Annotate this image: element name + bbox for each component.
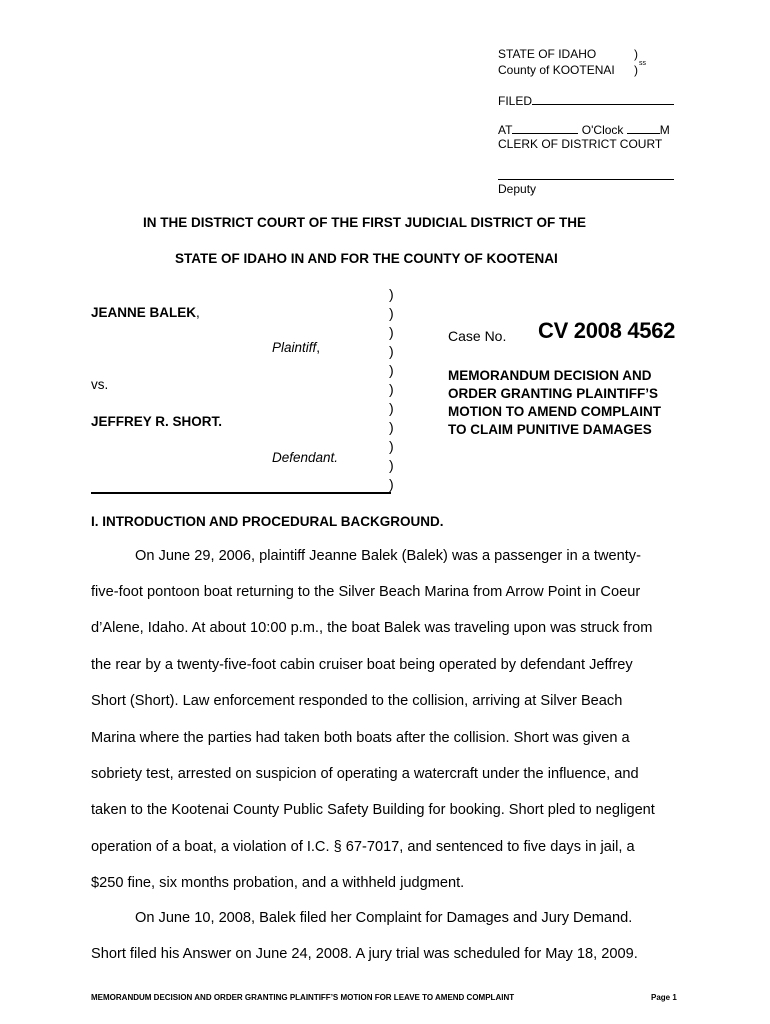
caption-paren: )	[389, 400, 394, 416]
stamp-deputy-line	[498, 179, 674, 180]
body-line: Marina where the parties had taken both boats after the collision. Short was given a	[91, 730, 630, 746]
body-line: d’Alene, Idaho. At about 10:00 p.m., the boat Balek was traveling upon was struck from	[91, 620, 653, 636]
caption-paren: )	[389, 324, 394, 340]
caption-paren: )	[389, 381, 394, 397]
body-line: the rear by a twenty-five-foot cabin cruiser boat being operated by defendant Jeffrey	[91, 657, 633, 673]
caption-paren: )	[389, 476, 394, 492]
body-line: On June 10, 2008, Balek filed her Complaint for Damages and Jury Demand.	[135, 910, 633, 926]
document-title-line: ORDER GRANTING PLAINTIFF’S	[448, 386, 658, 401]
plaintiff-comma: ,	[196, 305, 200, 320]
caption-paren: )	[389, 286, 394, 302]
stamp-county: County of KOOTENAI	[498, 63, 615, 77]
caption-paren: )	[389, 438, 394, 454]
caption-paren: )	[389, 362, 394, 378]
document-title-line: TO CLAIM PUNITIVE DAMAGES	[448, 422, 652, 437]
caption-paren: )	[389, 305, 394, 321]
stamp-m-blank	[627, 122, 660, 134]
stamp-at	[498, 122, 670, 137]
body-line: operation of a boat, a violation of I.C. § 67-7017, and sentenced to five days in jail, a	[91, 839, 635, 855]
case-number: CV 2008 4562	[538, 318, 676, 343]
court-heading-line1: IN THE DISTRICT COURT OF THE FIRST JUDICIAL DISTRICT OF THE	[143, 215, 586, 230]
stamp-deputy: Deputy	[498, 182, 537, 196]
stamp-m-label: M	[659, 123, 670, 137]
plaintiff-role-comma: ,	[316, 340, 321, 355]
page-number: Page 1	[651, 993, 677, 1002]
stamp-oclock-label: O'Clock	[581, 123, 624, 137]
stamp-ss: ss	[639, 60, 646, 67]
plaintiff-name-text: JEANNE BALEK	[91, 305, 197, 320]
document-title-line: MEMORANDUM DECISION AND	[448, 368, 652, 383]
case-no-label: Case No.	[448, 328, 507, 344]
stamp-filed	[498, 93, 674, 108]
stamp-at-blank	[512, 122, 578, 134]
caption-paren: )	[389, 457, 394, 473]
body-line: sobriety test, arrested on suspicion of operating a watercraft under the influence, and	[91, 766, 639, 782]
body-line: $250 fine, six months probation, and a withheld judgment.	[91, 875, 465, 891]
plaintiff-role	[272, 340, 320, 355]
defendant-name: JEFFREY R. SHORT.	[91, 414, 223, 429]
stamp-county-paren: )	[634, 63, 638, 77]
versus: vs.	[91, 377, 109, 392]
caption-paren: )	[389, 419, 394, 435]
caption-paren: )	[389, 343, 394, 359]
body-line: On June 29, 2006, plaintiff Jeanne Balek (Balek) was a passenger in a twenty-	[135, 548, 641, 564]
body-line: Short filed his Answer on June 24, 2008. A jury trial was scheduled for May 18, 2009.	[91, 946, 638, 962]
document-title-line: MOTION TO AMEND COMPLAINT	[448, 404, 661, 419]
stamp-clerk: CLERK OF DISTRICT COURT	[498, 137, 663, 151]
defendant-role: Defendant.	[272, 450, 339, 465]
document-title	[448, 367, 661, 439]
footer-title: MEMORANDUM DECISION AND ORDER GRANTING PLAINTIFF’S MOTION FOR LEAVE TO AMEND COMPLAINT	[91, 993, 515, 1002]
stamp-at-label: AT	[498, 123, 513, 137]
section-heading: I. INTRODUCTION AND PROCEDURAL BACKGROUND.	[91, 514, 444, 529]
body-line: taken to the Kootenai County Public Safety Building for booking. Short pled to negligent	[91, 802, 655, 818]
plaintiff-role-text: Plaintiff	[272, 340, 317, 355]
caption-rule	[91, 492, 391, 494]
stamp-filed-blank	[532, 93, 674, 105]
plaintiff-name	[91, 305, 200, 320]
stamp-state-paren: )	[634, 47, 638, 61]
court-heading-line2: STATE OF IDAHO IN AND FOR THE COUNTY OF KOOTENAI	[175, 251, 558, 266]
body-line: five-foot pontoon boat returning to the Silver Beach Marina from Arrow Point in Coeur	[91, 584, 641, 600]
stamp-filed-label: FILED	[498, 94, 533, 108]
body-line: Short (Short). Law enforcement responded to the collision, arriving at Silver Beach	[91, 693, 623, 709]
stamp-state: STATE OF IDAHO	[498, 47, 597, 61]
